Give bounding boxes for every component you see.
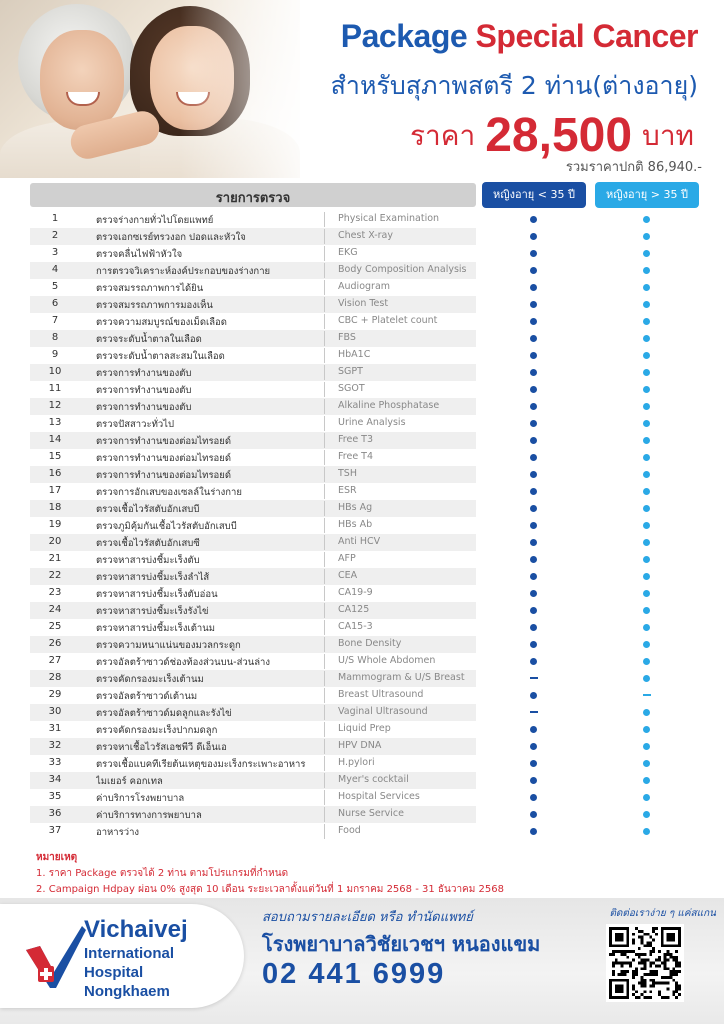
over-35-included-mark xyxy=(643,233,650,240)
row-divider xyxy=(324,790,325,805)
row-thai-name: ตรวจหาสารบ่งชี้มะเร็งลำไส้ xyxy=(96,572,210,583)
hospital-logo xyxy=(0,904,244,1008)
row-divider xyxy=(324,382,325,397)
header xyxy=(0,0,724,178)
row-number: 29 xyxy=(48,689,62,700)
row-english-name: HPV DNA xyxy=(338,740,382,751)
row-english-name: CA125 xyxy=(338,604,370,615)
row-english-name: Nurse Service xyxy=(338,808,404,819)
table-row xyxy=(30,364,700,381)
row-thai-name: ตรวจการทำงานของต่อมไทรอยด์ xyxy=(96,470,231,481)
over-35-included-mark xyxy=(643,539,650,546)
table-row xyxy=(30,568,700,585)
row-english-name: Alkaline Phosphatase xyxy=(338,400,440,411)
row-divider xyxy=(324,314,325,329)
table-row xyxy=(30,738,700,755)
under-35-included-mark xyxy=(530,760,537,767)
under-35-included-mark xyxy=(530,692,537,699)
row-divider xyxy=(324,705,325,720)
row-thai-name: ตรวจหาสารบ่งชี้มะเร็งรังไข่ xyxy=(96,606,209,617)
table-row xyxy=(30,313,700,330)
over-35-included-mark xyxy=(643,573,650,580)
row-english-name: Mammogram & U/S Breast xyxy=(338,672,465,683)
row-divider xyxy=(324,348,325,363)
row-divider xyxy=(324,586,325,601)
over-35-included-mark xyxy=(643,641,650,648)
row-thai-name: ตรวจเชื้อไวรัสตับอักเสบซี xyxy=(96,538,200,549)
table-row xyxy=(30,687,700,704)
row-divider xyxy=(324,807,325,822)
table-row xyxy=(30,755,700,772)
row-number: 35 xyxy=(48,791,62,802)
under-35-included-mark xyxy=(530,369,537,376)
table-row xyxy=(30,228,700,245)
row-number: 15 xyxy=(48,451,62,462)
under-35-included-mark xyxy=(530,352,537,359)
row-number: 9 xyxy=(51,349,59,360)
row-english-name: U/S Whole Abdomen xyxy=(338,655,436,666)
row-divider xyxy=(324,229,325,244)
over-35-included-mark xyxy=(643,590,650,597)
over-35-included-mark xyxy=(643,335,650,342)
row-thai-name: ตรวจการทำงานของตับ xyxy=(96,368,192,379)
table-row xyxy=(30,381,700,398)
table-header-items-label: รายการตรวจ xyxy=(215,191,291,206)
row-english-name: Chest X-ray xyxy=(338,230,394,241)
row-number: 4 xyxy=(51,264,59,275)
over-35-included-mark xyxy=(643,709,650,716)
over-35-included-mark xyxy=(643,318,650,325)
over-35-included-mark xyxy=(643,828,650,835)
under-35-included-mark xyxy=(530,386,537,393)
row-english-name: FBS xyxy=(338,332,356,343)
row-number: 37 xyxy=(48,825,62,836)
package-subtitle: สำหรับสุภาพสตรี 2 ท่าน(ต่างอายุ) xyxy=(330,71,698,100)
row-number: 19 xyxy=(48,519,62,530)
row-number: 10 xyxy=(48,366,62,377)
table-header-over-35: หญิงอายุ > 35 ปี xyxy=(595,182,699,208)
row-divider xyxy=(324,280,325,295)
exam-table xyxy=(30,211,700,840)
table-header-items xyxy=(30,183,476,207)
row-divider xyxy=(324,484,325,499)
row-number: 34 xyxy=(48,774,62,785)
over-35-included-mark xyxy=(643,488,650,495)
under-35-included-mark xyxy=(530,505,537,512)
row-number: 28 xyxy=(48,672,62,683)
row-english-name: Vision Test xyxy=(338,298,389,309)
over-35-included-mark xyxy=(643,777,650,784)
row-divider xyxy=(324,399,325,414)
row-divider xyxy=(324,620,325,635)
row-number: 8 xyxy=(51,332,59,343)
over-35-excluded-mark xyxy=(643,694,651,696)
row-thai-name: ตรวจอัลตร้าซาวด์มดลูกและรังไข่ xyxy=(96,708,232,719)
table-row xyxy=(30,398,700,415)
row-divider xyxy=(324,739,325,754)
row-english-name: CA15-3 xyxy=(338,621,373,632)
row-thai-name: ตรวจหาสารบ่งชี้มะเร็งตับอ่อน xyxy=(96,589,218,600)
row-divider xyxy=(324,518,325,533)
under-35-included-mark xyxy=(530,216,537,223)
under-35-included-mark xyxy=(530,743,537,750)
row-thai-name: ตรวจเอกซเรย์ทรวงอก ปอดและหัวใจ xyxy=(96,232,246,243)
row-number: 30 xyxy=(48,706,62,717)
over-35-included-mark xyxy=(643,675,650,682)
row-thai-name: ไมเยอร์ คอกเทล xyxy=(96,776,163,787)
table-row xyxy=(30,704,700,721)
row-divider xyxy=(324,756,325,771)
row-number: 16 xyxy=(48,468,62,479)
row-thai-name: ตรวจสมรรถภาพการได้ยิน xyxy=(96,283,204,294)
table-row xyxy=(30,262,700,279)
under-35-included-mark xyxy=(530,522,537,529)
row-english-name: Myer's cocktail xyxy=(338,774,409,785)
table-row xyxy=(30,483,700,500)
hospital-name: โรงพยาบาลวิชัยเวชฯ หนองแขม xyxy=(262,932,541,956)
under-35-included-mark xyxy=(530,573,537,580)
under-35-included-mark xyxy=(530,250,537,257)
over-35-included-mark xyxy=(643,743,650,750)
under-35-included-mark xyxy=(530,828,537,835)
row-divider xyxy=(324,246,325,261)
row-thai-name: ตรวจอัลตร้าซาวด์เต้านม xyxy=(96,691,198,702)
row-english-name: Body Composition Analysis xyxy=(338,264,467,275)
row-english-name: Free T4 xyxy=(338,451,374,462)
row-number: 12 xyxy=(48,400,62,411)
row-number: 2 xyxy=(51,230,59,241)
row-divider xyxy=(324,433,325,448)
footer xyxy=(0,898,724,1024)
row-english-name: CBC + Platelet count xyxy=(338,315,438,326)
row-thai-name: ตรวจเชื้อแบคทีเรียต้นเหตุของมะเร็งกระเพาะอาหาร xyxy=(96,759,306,770)
row-divider xyxy=(324,212,325,227)
table-row xyxy=(30,517,700,534)
row-english-name: EKG xyxy=(338,247,358,258)
row-english-name: Audiogram xyxy=(338,281,391,292)
table-row xyxy=(30,449,700,466)
row-divider xyxy=(324,773,325,788)
row-number: 33 xyxy=(48,757,62,768)
row-divider xyxy=(324,569,325,584)
row-thai-name: ตรวจคัดกรองมะเร็งเต้านม xyxy=(96,674,204,685)
row-divider xyxy=(324,263,325,278)
row-divider xyxy=(324,535,325,550)
row-english-name: AFP xyxy=(338,553,356,564)
row-thai-name: ตรวจความหนาแน่นของมวลกระดูก xyxy=(96,640,241,651)
row-thai-name: ตรวจหาเชื้อไวรัสเอชพีวี ดีเอ็นเอ xyxy=(96,742,227,753)
row-english-name: ESR xyxy=(338,485,357,496)
row-divider xyxy=(324,365,325,380)
under-35-excluded-mark xyxy=(530,677,538,679)
under-35-included-mark xyxy=(530,811,537,818)
under-35-included-mark xyxy=(530,658,537,665)
row-number: 11 xyxy=(48,383,62,394)
table-row xyxy=(30,772,700,789)
row-english-name: TSH xyxy=(338,468,357,479)
qr-code[interactable] xyxy=(606,924,684,1002)
table-row xyxy=(30,534,700,551)
row-english-name: CEA xyxy=(338,570,358,581)
over-35-included-mark xyxy=(643,386,650,393)
under-35-included-mark xyxy=(530,301,537,308)
row-english-name: HBs Ag xyxy=(338,502,373,513)
row-thai-name: ตรวจคัดกรองมะเร็งปากมดลูก xyxy=(96,725,218,736)
table-row xyxy=(30,823,700,840)
table-row xyxy=(30,279,700,296)
note-1: 1. ราคา Package ตรวจได้ 2 ท่าน ตามโปรแกรมที่กำหนด xyxy=(36,868,289,879)
under-35-included-mark xyxy=(530,777,537,784)
row-divider xyxy=(324,552,325,567)
table-row xyxy=(30,670,700,687)
row-thai-name: ตรวจการทำงานของตับ xyxy=(96,385,192,396)
under-35-included-mark xyxy=(530,437,537,444)
under-35-included-mark xyxy=(530,471,537,478)
over-35-included-mark xyxy=(643,403,650,410)
row-thai-name: ตรวจหาสารบ่งชี้มะเร็งเต้านม xyxy=(96,623,215,634)
row-english-name: Bone Density xyxy=(338,638,402,649)
row-divider xyxy=(324,416,325,431)
table-row xyxy=(30,296,700,313)
row-thai-name: ตรวจภูมิคุ้มกันเชื้อไวรัสตับอักเสบบี xyxy=(96,521,237,532)
row-divider xyxy=(324,671,325,686)
row-english-name: HBs Ab xyxy=(338,519,373,530)
table-row xyxy=(30,636,700,653)
under-35-included-mark xyxy=(530,607,537,614)
table-row xyxy=(30,551,700,568)
row-divider xyxy=(324,637,325,652)
row-number: 6 xyxy=(51,298,59,309)
title-special-cancer: Special Cancer xyxy=(475,18,698,54)
over-35-included-mark xyxy=(643,624,650,631)
package-title xyxy=(341,18,698,55)
under-35-included-mark xyxy=(530,539,537,546)
row-number: 23 xyxy=(48,587,62,598)
under-35-included-mark xyxy=(530,590,537,597)
row-thai-name: ตรวจปัสสาวะทั่วไป xyxy=(96,419,174,430)
row-number: 1 xyxy=(51,213,59,224)
under-35-included-mark xyxy=(530,624,537,631)
row-english-name: Anti HCV xyxy=(338,536,381,547)
row-thai-name: ตรวจการทำงานของตับ xyxy=(96,402,192,413)
over-35-included-mark xyxy=(643,352,650,359)
row-thai-name: ตรวจการทำงานของต่อมไทรอยด์ xyxy=(96,453,231,464)
logo-line-1: Vichaivej xyxy=(84,916,188,943)
row-thai-name: การตรวจวิเคราะห์องค์ประกอบของร่างกาย xyxy=(96,266,271,277)
row-thai-name: ตรวจเชื้อไวรัสตับอักเสบบี xyxy=(96,504,200,515)
row-thai-name: ตรวจหาสารบ่งชี้มะเร็งตับ xyxy=(96,555,200,566)
row-english-name: Breast Ultrasound xyxy=(338,689,424,700)
row-english-name: H.pylori xyxy=(338,757,375,768)
normal-price: รวมราคาปกติ 86,940.- xyxy=(565,160,702,175)
row-english-name: Food xyxy=(338,825,361,836)
row-thai-name: ตรวจร่างกายทั่วไปโดยแพทย์ xyxy=(96,215,214,226)
title-package: Package xyxy=(340,18,468,54)
over-35-included-mark xyxy=(643,216,650,223)
notes-title: หมายเหตุ xyxy=(36,852,78,863)
row-english-name: HbA1C xyxy=(338,349,371,360)
row-english-name: Liquid Prep xyxy=(338,723,391,734)
table-row xyxy=(30,602,700,619)
row-english-name: Vaginal Ultrasound xyxy=(338,706,428,717)
row-divider xyxy=(324,654,325,669)
row-thai-name: ค่าบริการทางการพยาบาล xyxy=(96,810,202,821)
under-35-included-mark xyxy=(530,284,537,291)
over-35-included-mark xyxy=(643,267,650,274)
row-english-name: Physical Examination xyxy=(338,213,440,224)
row-thai-name: ตรวจคลื่นไฟฟ้าหัวใจ xyxy=(96,249,183,260)
under-35-included-mark xyxy=(530,488,537,495)
under-35-included-mark xyxy=(530,403,537,410)
under-35-included-mark xyxy=(530,318,537,325)
row-english-name: Free T3 xyxy=(338,434,374,445)
row-english-name: CA19-9 xyxy=(338,587,373,598)
over-35-included-mark xyxy=(643,420,650,427)
note-2: 2. Campaign Hdpay ผ่อน 0% สูงสุด 10 เดือน ระยะเวลาตั้งแต่วันที่ 1 มกราคม 2568 - 31 ธันวาคม 2568 xyxy=(36,884,504,895)
table-row xyxy=(30,432,700,449)
table-row xyxy=(30,653,700,670)
over-35-included-mark xyxy=(643,471,650,478)
table-row xyxy=(30,619,700,636)
row-number: 21 xyxy=(48,553,62,564)
row-thai-name: ตรวจการทำงานของต่อมไทรอยด์ xyxy=(96,436,231,447)
row-number: 25 xyxy=(48,621,62,632)
price xyxy=(410,108,694,163)
row-number: 20 xyxy=(48,536,62,547)
row-divider xyxy=(324,688,325,703)
over-35-included-mark xyxy=(643,250,650,257)
under-35-included-mark xyxy=(530,420,537,427)
row-divider xyxy=(324,467,325,482)
logo-line-2: International xyxy=(84,945,175,962)
hospital-logo-icon xyxy=(24,924,86,990)
over-35-included-mark xyxy=(643,556,650,563)
table-row xyxy=(30,415,700,432)
over-35-included-mark xyxy=(643,760,650,767)
table-row xyxy=(30,585,700,602)
over-35-included-mark xyxy=(643,811,650,818)
row-divider xyxy=(324,722,325,737)
price-unit: บาท xyxy=(642,119,694,152)
table-row xyxy=(30,211,700,228)
table-header-under-35: หญิงอายุ < 35 ปี xyxy=(482,182,586,208)
row-english-name: SGPT xyxy=(338,366,363,377)
price-label: ราคา xyxy=(410,119,476,152)
row-number: 32 xyxy=(48,740,62,751)
logo-line-4: Nongkhaem xyxy=(84,983,170,1000)
hospital-logo-text xyxy=(84,916,188,1001)
table-row xyxy=(30,806,700,823)
under-35-included-mark xyxy=(530,726,537,733)
under-35-included-mark xyxy=(530,556,537,563)
phone-number[interactable]: 02 441 6999 xyxy=(262,958,446,990)
row-number: 18 xyxy=(48,502,62,513)
row-thai-name: ตรวจอัลตร้าซาวด์ช่องท้องส่วนบน-ส่วนล่าง xyxy=(96,657,270,668)
row-divider xyxy=(324,450,325,465)
over-35-included-mark xyxy=(643,726,650,733)
over-35-included-mark xyxy=(643,522,650,529)
over-35-included-mark xyxy=(643,454,650,461)
table-row xyxy=(30,721,700,738)
row-english-name: Urine Analysis xyxy=(338,417,406,428)
row-number: 36 xyxy=(48,808,62,819)
contact-subtitle: สอบถามรายละเอียด หรือ ทำนัดแพทย์ xyxy=(262,910,473,925)
price-amount: 28,500 xyxy=(485,109,633,162)
qr-code-icon xyxy=(609,927,681,999)
notes xyxy=(36,850,504,898)
row-thai-name: ตรวจการอักเสบของเซลล์ในร่างกาย xyxy=(96,487,242,498)
row-thai-name: ค่าบริการโรงพยาบาล xyxy=(96,793,185,804)
row-thai-name: ตรวจสมรรถภาพการมองเห็น xyxy=(96,300,213,311)
row-thai-name: ตรวจความสมบูรณ์ของเม็ดเลือด xyxy=(96,317,227,328)
over-35-included-mark xyxy=(643,437,650,444)
row-number: 17 xyxy=(48,485,62,496)
row-number: 31 xyxy=(48,723,62,734)
over-35-included-mark xyxy=(643,607,650,614)
table-row xyxy=(30,466,700,483)
hero-photo xyxy=(0,0,300,178)
row-divider xyxy=(324,331,325,346)
table-row xyxy=(30,330,700,347)
row-number: 3 xyxy=(51,247,59,258)
over-35-included-mark xyxy=(643,369,650,376)
under-35-included-mark xyxy=(530,641,537,648)
row-thai-name: ตรวจระดับน้ำตาลสะสมในเลือด xyxy=(96,351,225,362)
row-number: 13 xyxy=(48,417,62,428)
qr-label: ติดต่อเราง่าย ๆ แค่สแกน xyxy=(609,908,716,919)
under-35-included-mark xyxy=(530,267,537,274)
table-row xyxy=(30,500,700,517)
row-thai-name: อาหารว่าง xyxy=(96,827,140,838)
over-35-included-mark xyxy=(643,658,650,665)
row-divider xyxy=(324,603,325,618)
over-35-included-mark xyxy=(643,301,650,308)
row-number: 22 xyxy=(48,570,62,581)
table-row xyxy=(30,347,700,364)
under-35-excluded-mark xyxy=(530,711,538,713)
row-number: 27 xyxy=(48,655,62,666)
row-thai-name: ตรวจระดับน้ำตาลในเลือด xyxy=(96,334,202,345)
row-number: 5 xyxy=(51,281,59,292)
row-divider xyxy=(324,824,325,839)
row-divider xyxy=(324,297,325,312)
under-35-included-mark xyxy=(530,454,537,461)
row-number: 7 xyxy=(51,315,59,326)
row-english-name: SGOT xyxy=(338,383,365,394)
logo-line-3: Hospital xyxy=(84,964,144,981)
table-row xyxy=(30,245,700,262)
row-number: 14 xyxy=(48,434,62,445)
row-number: 24 xyxy=(48,604,62,615)
row-english-name: Hospital Services xyxy=(338,791,420,802)
row-number: 26 xyxy=(48,638,62,649)
under-35-included-mark xyxy=(530,335,537,342)
over-35-included-mark xyxy=(643,284,650,291)
row-divider xyxy=(324,501,325,516)
under-35-included-mark xyxy=(530,233,537,240)
over-35-included-mark xyxy=(643,794,650,801)
under-35-included-mark xyxy=(530,794,537,801)
over-35-included-mark xyxy=(643,505,650,512)
table-row xyxy=(30,789,700,806)
